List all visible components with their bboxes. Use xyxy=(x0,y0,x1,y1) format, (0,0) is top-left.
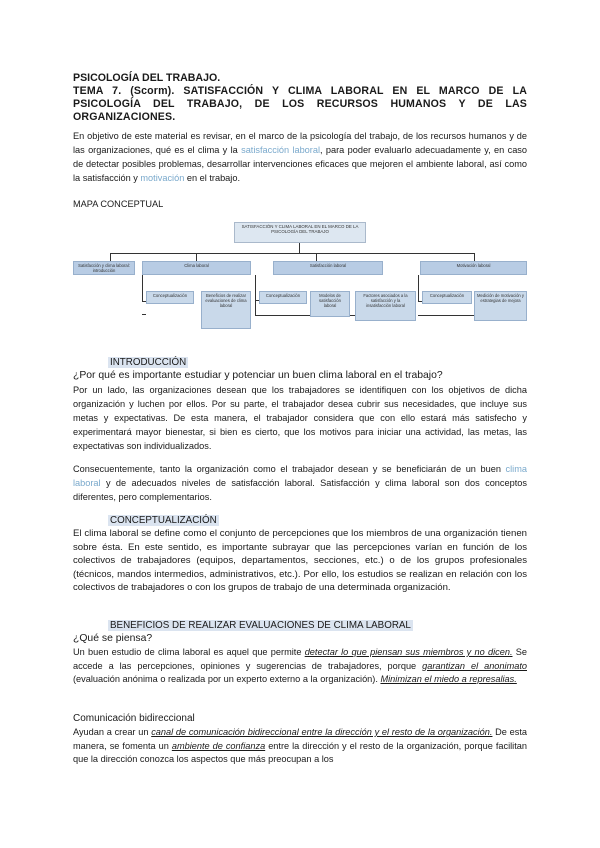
map-leaf-conceptualizacion-2: Conceptualización xyxy=(259,291,307,304)
map-leaf-modelos: Modelos de satisfacción laboral xyxy=(310,291,350,317)
section-question-1: ¿Por qué es importante estudiar y potenciar un buen clima laboral en el trabajo? xyxy=(73,370,443,381)
link-clima-laboral[interactable]: clima laboral xyxy=(73,464,527,488)
paragraph-text: Se accede a las percepciones, opiniones y sugerencias de trabajadores, porque xyxy=(73,647,527,671)
document-title: PSICOLOGÍA DEL TRABAJO. xyxy=(73,72,221,84)
map-leaf-factores: Factores asociados a la satisfacción y la insatisfacción laboral xyxy=(355,291,416,321)
map-connector xyxy=(474,253,475,261)
emphasis-text: detectar lo que piensan sus miembros y no dicen. xyxy=(304,647,513,657)
map-connector xyxy=(196,253,197,261)
intro-text-c: en el trabajo. xyxy=(184,173,241,183)
section-heading-beneficios xyxy=(108,619,413,632)
intro-section-paragraph-2 xyxy=(73,462,527,504)
conceptualizacion-paragraph: El clima laboral se define como el conjunto de percepciones que los miembros de una organización tienen sobre ésta. En este sentido, es importante subrayar que las percepciones varían en función de los colectivos de trabajadores (equipos, departamentos, secciones, etc.) o de los grupos profesionales (técnicos, mandos intermedios, administrativos, etc.). Por ello, los estudios se realizan en relación con los colectivos de trabajadores o con los grupos de trabajo de una determinada organización. xyxy=(73,528,527,593)
paragraph-text: Consecuentemente, tanto la organización como el trabajador desean y se beneficiarán de un buen xyxy=(73,464,506,474)
subheading-comunicacion: Comunicación bidireccional xyxy=(73,713,195,724)
intro-text-b: , para poder evaluarlo adecuadamente y, en caso de detectar posibles problemas, desarrollar intervenciones eficaces que mejoren el ambiente laboral, así como la satisfacción y xyxy=(73,145,528,183)
paragraph-text: y de adecuados niveles de satisfacción laboral. Satisfacción y clima laboral son dos conceptos diferentes, pero complementarios. xyxy=(73,478,527,502)
comunicacion-paragraph xyxy=(73,726,527,767)
beneficios-paragraph xyxy=(73,646,527,687)
section-question-2: ¿Qué se piensa? xyxy=(73,633,153,644)
map-leaf-conceptualizacion-1: Conceptualización xyxy=(146,291,194,304)
emphasis-text: ambiente de confianza xyxy=(171,740,266,751)
map-leaf-medicion: Medición de motivación y estrategias de mejora xyxy=(474,291,527,321)
map-leaf-conceptualizacion-3: Conceptualización xyxy=(422,291,472,304)
document-subtitle: TEMA 7. (Scorm). SATISFACCIÓN Y CLIMA LABORAL EN EL MARCO DE LA PSICOLOGÍA DEL TRABAJO, DE LOS RECURSOS HUMANOS Y DE LAS ORGANIZACIONES. xyxy=(73,85,527,123)
map-connector xyxy=(110,253,474,254)
map-connector xyxy=(418,275,419,301)
map-node-motivacion-laboral: Motivación laboral xyxy=(420,261,527,275)
map-connector xyxy=(255,275,256,315)
paragraph-text: entre la dirección y el resto de la organización, porque facilitan que la dirección conozca los aspectos que más preocupan a los xyxy=(73,740,527,764)
map-connector xyxy=(110,253,111,261)
paragraph-text: Ayudan a crear un xyxy=(73,727,152,737)
map-node-satisfaccion-laboral: Satisfacción laboral xyxy=(273,261,383,275)
emphasis-text: canal de comunicación bidireccional entre la dirección y el resto de la organización. xyxy=(151,727,493,737)
emphasis-text: Minimizan el miedo a represalias. xyxy=(380,674,517,684)
section-heading-introduccion xyxy=(108,356,188,369)
emphasis-text: garantizan el anonimato xyxy=(422,660,527,671)
paragraph-text: De esta manera, se fomenta un xyxy=(73,727,528,751)
section-heading-text: INTRODUCCIÓN xyxy=(110,357,187,368)
intro-section-paragraph-1: Por un lado, las organizaciones desean que los trabajadores se identifiquen con los objetivos de dicha organización y luchen por ellos. Por su parte, el trabajador desea cubrir sus necesidades, que incluye sus metas y expectativas. De esta manera, el trabajador considera que con ello estará más satisfecho y experimentará mayor bienestar, si bien es cierto, que los motivos para iniciar una actividad, las metas, las expectativas son individualizados. xyxy=(73,385,527,451)
intro-link-motivacion[interactable]: motivación xyxy=(140,173,185,183)
map-connector xyxy=(299,243,300,253)
paragraph-text: (evaluación anónima o realizada por un experto externo a la organización). xyxy=(73,674,381,684)
intro-link-satisfaccion[interactable]: satisfacción laboral xyxy=(241,145,321,155)
section-heading-text: BENEFICIOS DE REALIZAR EVALUACIONES DE CLIMA LABORAL xyxy=(110,620,411,631)
map-connector xyxy=(316,253,317,261)
intro-paragraph xyxy=(73,129,527,185)
concept-map-label: MAPA CONCEPTUAL xyxy=(73,199,164,209)
intro-text-a: En objetivo de este material es revisar, en el marco de la psicología del trabajo, de los recursos humanos y de las organizaciones, qué es el clima y la xyxy=(73,131,527,155)
map-node-clima-laboral: Clima laboral xyxy=(142,261,251,275)
paragraph-text: Un buen estudio de clima laboral es aquel que permite xyxy=(73,647,305,657)
map-node-introduccion: Satisfacción y clima laboral: introducción xyxy=(73,261,135,275)
map-root-node: SATISFACCIÓN Y CLIMA LABORAL EN EL MARCO DE LA PSICOLOGÍA DEL TRABAJO xyxy=(234,222,366,243)
section-heading-conceptualizacion xyxy=(108,514,219,527)
section-heading-text: CONCEPTUALIZACIÓN xyxy=(110,515,217,526)
map-connector xyxy=(418,315,474,316)
map-connector xyxy=(142,275,143,301)
map-connector xyxy=(142,314,146,315)
map-leaf-beneficios: Beneficios de realizar evaluaciones de clima laboral xyxy=(201,291,251,329)
